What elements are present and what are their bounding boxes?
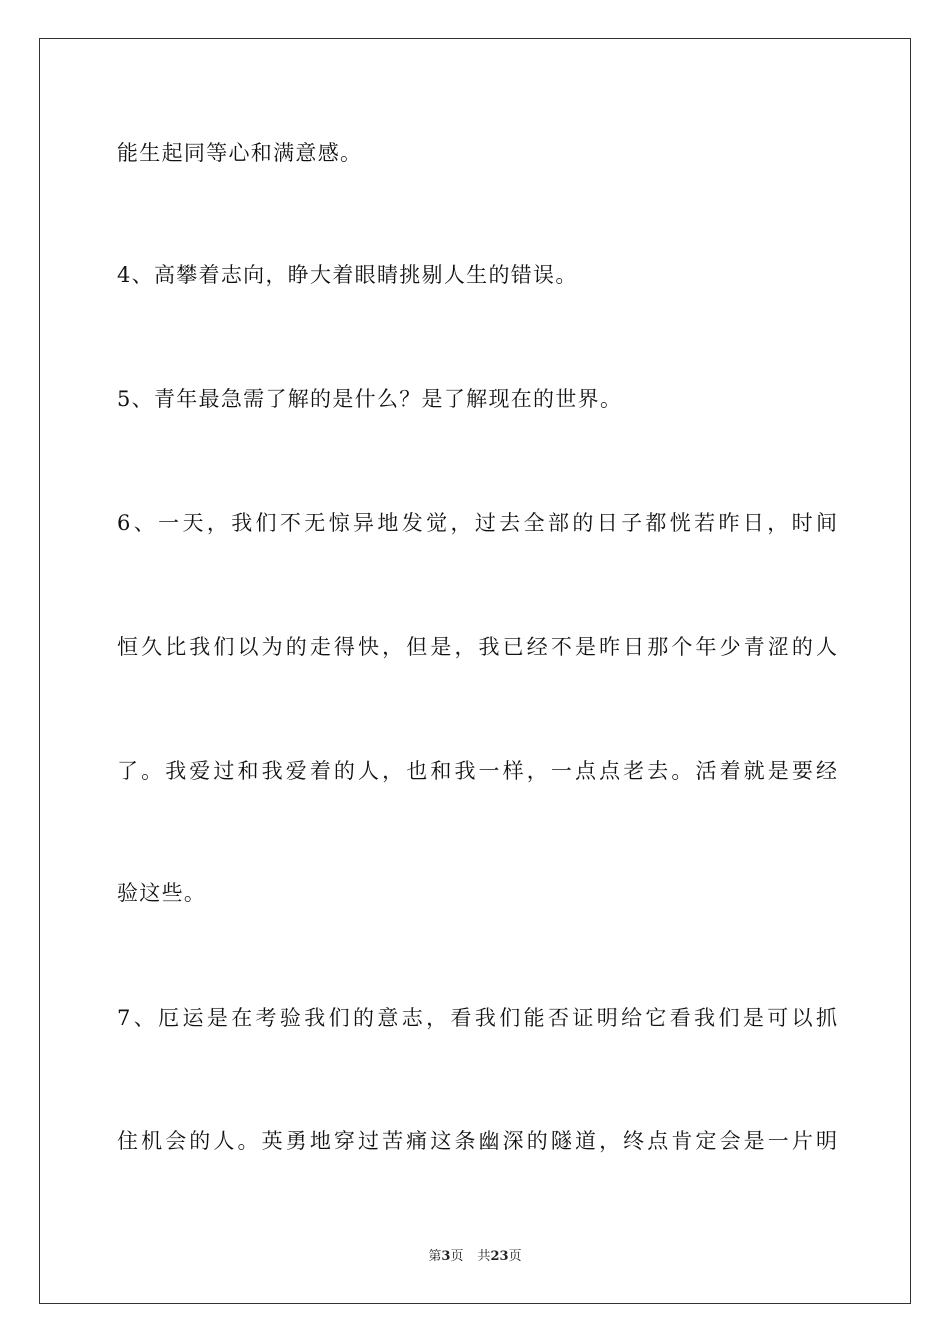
- footer-page-suffix: 页: [450, 1249, 464, 1264]
- text-line-3: 5、青年最急需了解的是什么？是了解现在的世界。: [117, 387, 623, 411]
- text-line-9: 住机会的人。英勇地穿过苦痛这条幽深的隧道，终点肯定会是一片明: [117, 1129, 837, 1153]
- text-line-7: 验这些。: [117, 881, 207, 905]
- text-line-4: 6、一天，我们不无惊异地发觉，过去全部的日子都恍若昨日，时间: [117, 511, 837, 535]
- text-line-6: 了。我爱过和我爱着的人，也和我一样，一点点老去。活着就是要经: [117, 759, 837, 783]
- footer-total-suffix: 页: [508, 1249, 522, 1264]
- footer-total-prefix: 共: [477, 1249, 491, 1264]
- text-line-1: 能生起同等心和满意感。: [117, 141, 363, 165]
- footer-total-pages: 23: [490, 1249, 509, 1264]
- page-footer: [0, 1248, 950, 1266]
- text-line-2: 4、高攀着志向，睁大着眼睛挑剔人生的错误。: [117, 263, 578, 287]
- text-line-8: 7、厄运是在考验我们的意志，看我们能否证明给它看我们是可以抓: [117, 1006, 837, 1030]
- footer-page-number: 3: [441, 1249, 451, 1264]
- page-border: [39, 38, 911, 1304]
- text-line-5: 恒久比我们以为的走得快，但是，我已经不是昨日那个年少青涩的人: [117, 635, 837, 659]
- footer-page-prefix: 第: [428, 1249, 442, 1264]
